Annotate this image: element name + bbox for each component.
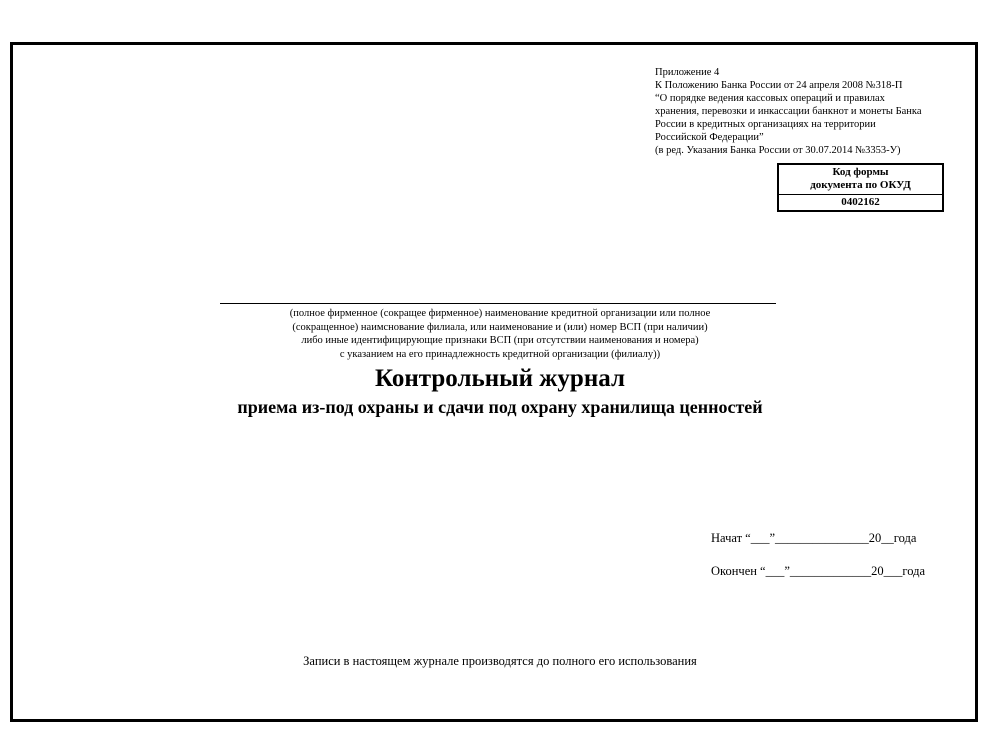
usage-note: Записи в настоящем журнале производятся до полного его использования [303,654,697,668]
organization-caption-line: (полное фирменное (сокращее фирменное) наименование кредитной организации или полное [289,308,711,319]
appendix-line: “О порядке ведения кассовых операций и правилах [655,93,885,104]
okud-header-line: документа по ОКУД [810,179,911,191]
journal-title: Контрольный журнал [375,365,625,392]
appendix-line: хранения, перевозки и инкассации банкнот и монеты Банка [655,106,922,117]
organization-caption-line: (сокращенное) наимснование филиала, или наименование и (или) номер ВСП (при наличии) [292,321,708,333]
okud-code-box [777,163,944,212]
journal-subtitle: приема из-под охраны и сдачи под охрану хранилища ценностей [237,397,763,417]
appendix-line: К Положению Банка России от 24 апреля 2008 №318-П [655,80,903,91]
appendix-line: Российской Федерации” [655,132,764,143]
organization-caption-line: либо иные идентифицирующие признаки ВСП (при отсутствии наименования и номера) [301,335,699,346]
organization-name-line [220,303,776,304]
okud-header-line: Код формы [832,166,889,178]
appendix-line: России в кредитных организациях на территории [655,119,876,130]
organization-caption-line: с указанием на его принадлежность кредитной организации (филиалу)) [339,348,661,360]
appendix-block [655,66,975,157]
organization-caption [200,307,800,361]
started-date-line: Начат “___”_______________20__года [711,531,917,545]
okud-header [779,165,942,195]
okud-code-value: 0402162 [841,196,880,208]
appendix-line: Приложение 4 [655,67,720,78]
finished-date-line: Окончен “___”_____________20___года [711,564,926,578]
appendix-line: (в ред. Указания Банка России от 30.07.2014 №3353-У) [655,145,901,156]
